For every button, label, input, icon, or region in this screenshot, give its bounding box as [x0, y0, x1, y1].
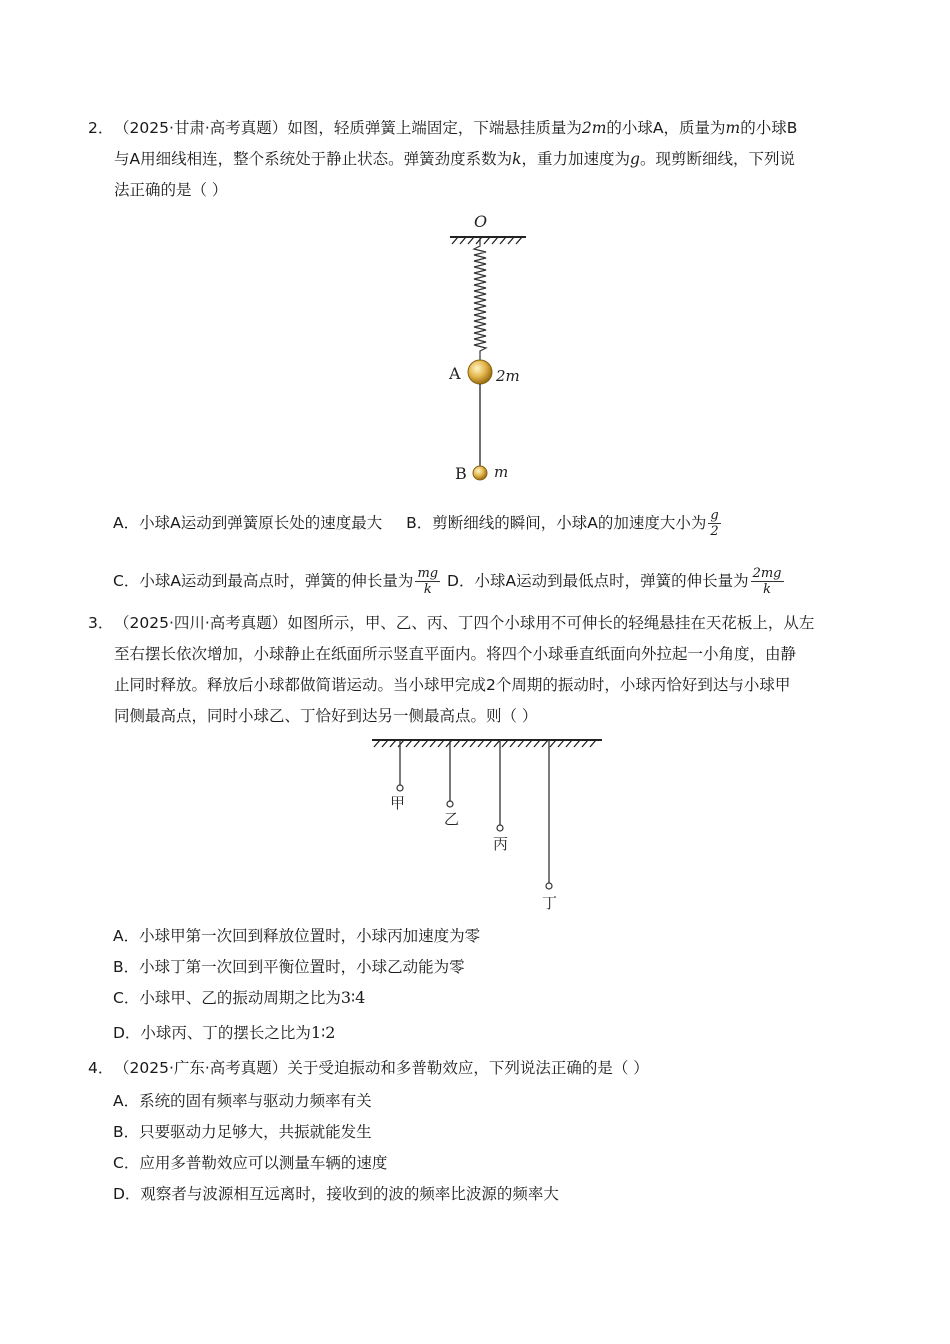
fraction-g-over-2 [708, 508, 720, 539]
option-b[interactable]: B．小球丁第一次回到平衡位置时，小球乙动能为零 [113, 958, 465, 976]
question-3 [88, 608, 858, 732]
option-d[interactable] [113, 1021, 335, 1045]
question-2-line-3: 法正确的是（ ） [114, 181, 228, 199]
question-source: （2025·甘肃·高考真题） [114, 119, 288, 137]
option-b-text: B．剪断细线的瞬间，小球A的加速度大小为 [406, 514, 707, 532]
question-text: 的小球A，质量为 [606, 119, 726, 137]
question-3-line-4: 同侧最高点，同时小球乙、丁恰好到达另一侧最高点。则（ ） [114, 707, 538, 725]
mass-b-symbol: m [725, 119, 741, 137]
pendulum-bing [493, 740, 508, 853]
label-a: A [449, 364, 461, 383]
question-source: （2025·四川·高考真题） [114, 614, 288, 632]
question-2 [88, 113, 858, 206]
label-b: B [455, 464, 467, 483]
question-number: 3． [88, 614, 114, 632]
question-2-line-1 [88, 113, 858, 144]
option-a[interactable]: A．系统的固有频率与驱动力频率有关 [113, 1092, 372, 1110]
fraction-numerator: mg [417, 566, 439, 581]
pendulum-jia [390, 740, 405, 812]
fraction-denominator: 2 [710, 524, 719, 539]
option-d[interactable] [447, 566, 785, 597]
ball-b [473, 466, 487, 480]
label-bing: 丙 [493, 835, 509, 853]
mass-a-symbol: 2m [581, 119, 607, 137]
label-ding: 丁 [542, 894, 558, 912]
option-d[interactable]: D．观察者与波源相互远离时，接收到的波的频率比波源的频率大 [113, 1185, 559, 1203]
ceiling-hatch [452, 237, 522, 244]
question-source: （2025·广东·高考真题） [114, 1059, 288, 1077]
question-3-line-3: 止同时释放。释放后小球都做简谐运动。当小球甲完成2个周期的振动时，小球丙恰好到达与小球甲 [114, 676, 791, 694]
option-b[interactable]: B．只要驱动力足够大，共振就能发生 [113, 1123, 372, 1141]
question-text: 的小球B [740, 119, 798, 137]
ratio-value: 3∶4 [340, 988, 366, 1007]
q2-option-row-cd [113, 566, 786, 597]
label-o: O [474, 212, 488, 231]
option-c[interactable] [113, 986, 365, 1010]
k-symbol: k [512, 150, 522, 168]
ball-a [468, 360, 492, 384]
option-b[interactable] [406, 508, 723, 539]
question-text: 关于受迫振动和多普勒效应，下列说法正确的是（ ） [287, 1059, 649, 1077]
fraction-mg-over-k [415, 566, 440, 597]
question-number: 2． [88, 119, 114, 137]
question-text: ，重力加速度为 [521, 150, 631, 168]
pendulum-ding [542, 740, 557, 912]
option-c[interactable] [113, 566, 442, 597]
label-b-mass: m [494, 463, 509, 481]
question-2-line-2 [88, 144, 858, 175]
fraction-numerator: g [710, 508, 719, 523]
fraction-denominator: k [423, 582, 432, 597]
label-yi: 乙 [444, 810, 460, 828]
question-number: 4． [88, 1059, 114, 1077]
question-text: 与A用细线相连，整个系统处于静止状态。弹簧劲度系数为 [114, 150, 513, 168]
option-a[interactable]: A．小球A运动到弹簧原长处的速度最大 [113, 514, 383, 532]
question-4 [88, 1053, 858, 1084]
label-a-mass: 2m [496, 367, 520, 385]
fraction-2mg-over-k [751, 566, 784, 597]
g-symbol: g [630, 150, 640, 168]
pendulum-figure [368, 732, 608, 912]
fraction-numerator: 2mg [752, 566, 782, 581]
spring-figure [430, 208, 570, 488]
question-3-line-2: 至右摆长依次增加，小球静止在纸面所示竖直平面内。将四个小球垂直纸面向外拉起一小角度，由静 [114, 645, 797, 663]
label-jia: 甲 [390, 794, 406, 812]
question-text: 如图，轻质弹簧上端固定，下端悬挂质量为 [287, 119, 582, 137]
option-a[interactable]: A．小球甲第一次回到释放位置时，小球丙加速度为零 [113, 927, 481, 945]
option-c-text: C．小球甲、乙的振动周期之比为 [113, 989, 341, 1007]
question-text: 如图所示，甲、乙、丙、丁四个小球用不可伸长的轻绳悬挂在天花板上，从左 [287, 614, 815, 632]
question-3-line-1 [88, 608, 858, 639]
option-c[interactable]: C．应用多普勒效应可以测量车辆的速度 [113, 1154, 388, 1172]
ceiling-hatch [374, 740, 596, 747]
fraction-denominator: k [763, 582, 771, 597]
spring [474, 237, 486, 360]
question-text: 。现剪断细线，下列说 [639, 150, 795, 168]
option-c-text: C．小球A运动到最高点时，弹簧的伸长量为 [113, 572, 414, 590]
option-d-text: D．小球丙、丁的摆长之比为 [113, 1024, 311, 1042]
q2-option-row-ab [113, 508, 723, 539]
ratio-value: 1∶2 [310, 1023, 336, 1042]
option-d-text: D．小球A运动到最低点时，弹簧的伸长量为 [447, 572, 749, 590]
pendulum-yi [444, 740, 459, 828]
